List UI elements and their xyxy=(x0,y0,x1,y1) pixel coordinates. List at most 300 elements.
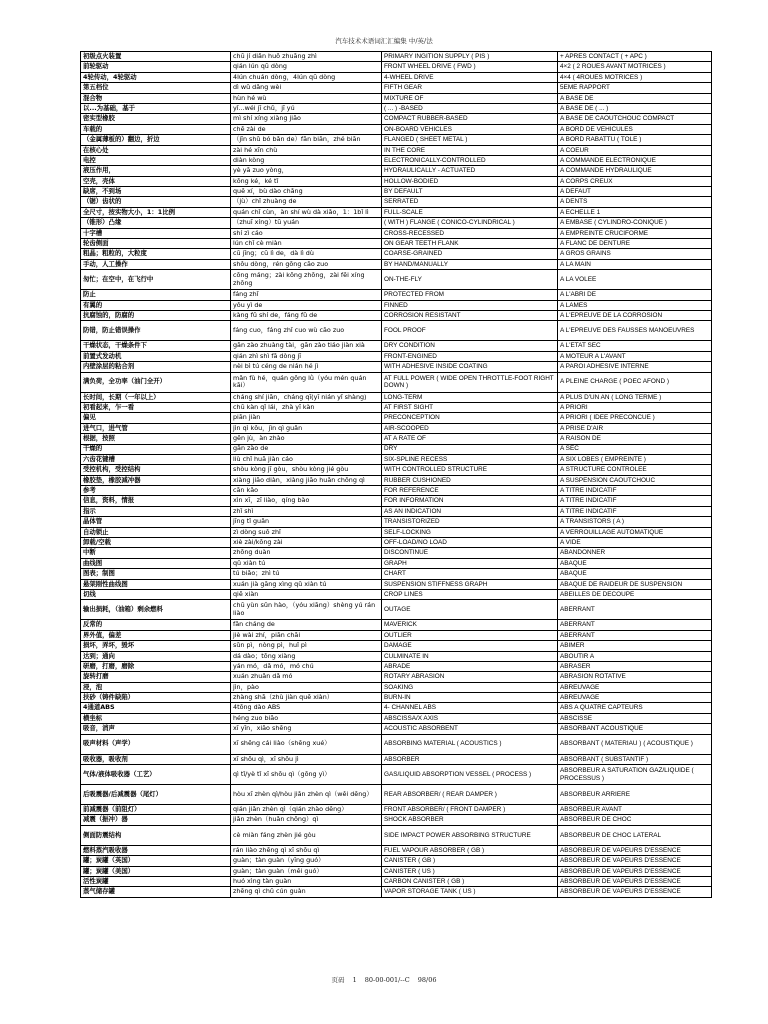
table-row xyxy=(81,207,712,217)
table-row xyxy=(81,434,712,444)
pinyin-cell: mǎn fù hé，quán gōng lǜ（yóu mén quán kāi） xyxy=(231,372,382,392)
french-term-cell: A DEFAUT xyxy=(558,187,712,197)
french-term-cell: ABSORBEUR DE CHOC LATERAL xyxy=(558,825,712,845)
chinese-term-cell: 罐；炭罐（美国） xyxy=(81,866,231,876)
chinese-term-cell: 十字槽 xyxy=(81,228,231,238)
french-term-cell: ABAQUE xyxy=(558,569,712,579)
pinyin-cell: fáng zhǐ xyxy=(231,290,382,300)
english-term-cell: DISCONTINUE xyxy=(382,548,558,558)
pinyin-cell: diàn kòng xyxy=(231,155,382,165)
french-term-cell: ABERRANT xyxy=(558,620,712,630)
english-term-cell: WITH CONTROLLED STRUCTURE xyxy=(382,465,558,475)
english-term-cell: ABSORBER xyxy=(382,754,558,764)
english-term-cell: ON-THE-FLY xyxy=(382,270,558,290)
table-row xyxy=(81,166,712,176)
english-term-cell: CULMINATE IN xyxy=(382,651,558,661)
french-term-cell: + APRES CONTACT ( + APC ) xyxy=(558,52,712,62)
english-term-cell: OUTAGE xyxy=(382,600,558,620)
table-row xyxy=(81,558,712,568)
table-row xyxy=(81,856,712,866)
french-term-cell: A TRANSISTORS ( A ) xyxy=(558,517,712,527)
chinese-term-cell: 手动，人工操作 xyxy=(81,259,231,269)
english-term-cell: REAR ABSORBER/ ( REAR DAMPER ) xyxy=(382,785,558,805)
chinese-term-cell: 前轮驱动 xyxy=(81,62,231,72)
chinese-term-cell: 4轮传动，4轮驱动 xyxy=(81,72,231,82)
english-term-cell: CHART xyxy=(382,569,558,579)
english-term-cell: AT FULL POWER ( WIDE OPEN THROTTLE-FOOT RIGHT DOWN ) xyxy=(382,372,558,392)
english-term-cell: COMPACT RUBBER-BASED xyxy=(382,114,558,124)
table-row xyxy=(81,341,712,351)
table-row xyxy=(81,506,712,516)
chinese-term-cell: 气体/液体吸收器（工艺） xyxy=(81,765,231,785)
french-term-cell: ABSORBEUR AVANT xyxy=(558,805,712,815)
pinyin-cell: xiè zài/kōng zài xyxy=(231,538,382,548)
table-row xyxy=(81,290,712,300)
english-term-cell: PRIMARY INGITION SUPPLY ( PIS ) xyxy=(382,52,558,62)
english-term-cell: FRONT-ENGINED xyxy=(382,351,558,361)
english-term-cell: SIX-SPLINE RECESS xyxy=(382,454,558,464)
french-term-cell: ABSORBANT ( MATERIAU ) ( ACOUSTIQUE ) xyxy=(558,734,712,754)
chinese-term-cell: 车载的 xyxy=(81,124,231,134)
pinyin-cell: zhàng shā（zhù jiàn quē xiàn） xyxy=(231,693,382,703)
chinese-term-cell: 初级点火装置 xyxy=(81,52,231,62)
chinese-term-cell: 偏见 xyxy=(81,413,231,423)
french-term-cell: ABSORBEUR DE VAPEURS D'ESSENCE xyxy=(558,845,712,855)
french-term-cell: A SIX LOBES ( EMPREINTE ) xyxy=(558,454,712,464)
table-row xyxy=(81,475,712,485)
french-term-cell: ABRASION ROTATIVE xyxy=(558,672,712,682)
french-term-cell: ABSORBEUR ARRIERE xyxy=(558,785,712,805)
pinyin-cell: yè yā zuo yòng， xyxy=(231,166,382,176)
chinese-term-cell: 悬架刚性曲线图 xyxy=(81,579,231,589)
table-row xyxy=(81,259,712,269)
french-term-cell: ABERRANT xyxy=(558,630,712,640)
pinyin-cell: xìn xī，zī liào，qíng bào xyxy=(231,496,382,506)
chinese-term-cell: 缺席，不到场 xyxy=(81,187,231,197)
english-term-cell: FLANGED ( SHEET METAL ) xyxy=(382,135,558,145)
french-term-cell: ABIMER xyxy=(558,641,712,651)
glossary-body xyxy=(81,52,712,898)
table-row xyxy=(81,754,712,764)
english-term-cell: AT FIRST SIGHT xyxy=(382,402,558,412)
french-term-cell: A GROS GRAINS xyxy=(558,249,712,259)
table-row xyxy=(81,124,712,134)
pinyin-cell: kōng ké，ké tǐ xyxy=(231,176,382,186)
pinyin-cell: qǔ xiàn tú xyxy=(231,558,382,568)
french-term-cell: A PAROI ADHESIVE INTERNE xyxy=(558,362,712,372)
french-term-cell: A PLEINE CHARGE ( POEC AFOND ) xyxy=(558,372,712,392)
chinese-term-cell: 轮齿侧面 xyxy=(81,239,231,249)
chinese-term-cell: 在核心处 xyxy=(81,145,231,155)
pinyin-cell: gān zào de xyxy=(231,444,382,454)
table-row xyxy=(81,372,712,392)
french-term-cell: ABSORBANT ( SUBSTANTIF ) xyxy=(558,754,712,764)
chinese-term-cell: 前减震器（前阻灯） xyxy=(81,805,231,815)
chinese-term-cell: （锥形）凸缘 xyxy=(81,218,231,228)
pinyin-cell: yǐ...wéi jī chǔ，jī yú xyxy=(231,103,382,113)
pinyin-cell: xiàng jiāo diàn，xiàng jiāo huǎn chōng qì xyxy=(231,475,382,485)
pinyin-cell: fáng cuo，fáng zhǐ cuo wù cāo zuo xyxy=(231,321,382,341)
english-term-cell: FULL-SCALE xyxy=(382,207,558,217)
table-row xyxy=(81,83,712,93)
table-row xyxy=(81,630,712,640)
pinyin-cell: 4lún chuán dòng，4lún qū dòng xyxy=(231,72,382,82)
chinese-term-cell: 初看起来，乍一看 xyxy=(81,402,231,412)
chinese-term-cell: 橡胶垫，橡胶减冲器 xyxy=(81,475,231,485)
english-term-cell: WITH ADHESIVE INSIDE COATING xyxy=(382,362,558,372)
french-term-cell: A CORPS CREUX xyxy=(558,176,712,186)
french-term-cell: A BASE DE xyxy=(558,93,712,103)
english-term-cell: CROP LINES xyxy=(382,589,558,599)
english-term-cell: MIXTURE OF xyxy=(382,93,558,103)
table-row xyxy=(81,93,712,103)
french-term-cell: A SEC xyxy=(558,444,712,454)
chinese-term-cell: 参考 xyxy=(81,486,231,496)
chinese-term-cell: 4通道ABS xyxy=(81,703,231,713)
french-term-cell: A COMMANDE ELECTRONIQUE xyxy=(558,155,712,165)
table-row xyxy=(81,114,712,124)
pinyin-cell: zì dòng suǒ zhǐ xyxy=(231,527,382,537)
pinyin-cell: qì tǐ/yè tǐ xī shōu qì（gōng yì） xyxy=(231,765,382,785)
table-row xyxy=(81,877,712,887)
chinese-term-cell: 横坐标 xyxy=(81,713,231,723)
table-row xyxy=(81,548,712,558)
pinyin-cell: 4tōng dào ABS xyxy=(231,703,382,713)
english-term-cell: SERRATED xyxy=(382,197,558,207)
pinyin-cell: xuán zhuǎn dǎ mó xyxy=(231,672,382,682)
chinese-term-cell: 扶砂（铸件缺陷） xyxy=(81,693,231,703)
pinyin-cell: yǒu yì de xyxy=(231,300,382,310)
french-term-cell: ABERRANT xyxy=(558,600,712,620)
chinese-term-cell: 中断 xyxy=(81,548,231,558)
pinyin-cell: shòu kòng jī gòu，shòu kòng jié gòu xyxy=(231,465,382,475)
pinyin-cell: dì wǔ dǎng wèi xyxy=(231,83,382,93)
english-term-cell: ABSORBING MATERIAL ( ACOUSTICS ) xyxy=(382,734,558,754)
chinese-term-cell: 曲线图 xyxy=(81,558,231,568)
page-footer xyxy=(0,975,768,984)
chinese-term-cell: 晶体管 xyxy=(81,517,231,527)
english-term-cell: IN THE CORE xyxy=(382,145,558,155)
french-term-cell: A ECHELLE 1 xyxy=(558,207,712,217)
table-row xyxy=(81,785,712,805)
table-row xyxy=(81,579,712,589)
table-row xyxy=(81,703,712,713)
english-term-cell: DRY xyxy=(382,444,558,454)
english-term-cell: SUSPENSION STIFFNESS GRAPH xyxy=(382,579,558,589)
chinese-term-cell: 全尺寸，按实物大小，1：1比例 xyxy=(81,207,231,217)
french-term-cell: ABAQUE DE RAIDEUR DE SUSPENSION xyxy=(558,579,712,589)
chinese-term-cell: 旋转打磨 xyxy=(81,672,231,682)
english-term-cell: 4- CHANNEL ABS xyxy=(382,703,558,713)
table-row xyxy=(81,249,712,259)
table-row xyxy=(81,62,712,72)
chinese-term-cell: 干燥的 xyxy=(81,444,231,454)
pinyin-cell: cū jīng；cū lì de，dà lì dù xyxy=(231,249,382,259)
chinese-term-cell: 输出损耗，（油箱）剩余燃料 xyxy=(81,600,231,620)
english-term-cell: DRY CONDITION xyxy=(382,341,558,351)
chinese-term-cell: 根据，按照 xyxy=(81,434,231,444)
pinyin-cell: zhōng duàn xyxy=(231,548,382,558)
table-row xyxy=(81,486,712,496)
chinese-term-cell: 液压作用， xyxy=(81,166,231,176)
french-term-cell: A VIDE xyxy=(558,538,712,548)
table-row xyxy=(81,187,712,197)
english-term-cell: FOR INFORMATION xyxy=(382,496,558,506)
table-row xyxy=(81,496,712,506)
table-row xyxy=(81,444,712,454)
english-term-cell: CARBON CANISTER ( GB ) xyxy=(382,877,558,887)
table-row xyxy=(81,825,712,845)
table-row xyxy=(81,724,712,734)
english-term-cell: TRANSISTORIZED xyxy=(382,517,558,527)
english-term-cell: CROSS-RECESSED xyxy=(382,228,558,238)
pinyin-cell: jīng tǐ guǎn xyxy=(231,517,382,527)
table-row xyxy=(81,815,712,825)
french-term-cell: A FLANC DE DENTURE xyxy=(558,239,712,249)
pinyin-cell: lún chǐ cè miàn xyxy=(231,239,382,249)
table-row xyxy=(81,569,712,579)
french-term-cell: A EMBASE ( CYLINDRO-CONIQUE ) xyxy=(558,218,712,228)
pinyin-cell: yán mó，dǎ mó，mó chú xyxy=(231,661,382,671)
english-term-cell: ABRADE xyxy=(382,661,558,671)
pinyin-cell: jìn qì kǒu，jìn qì guǎn xyxy=(231,423,382,433)
chinese-term-cell: 图表；制图 xyxy=(81,569,231,579)
french-term-cell: A PLUS D'UN AN ( LONG TERME ) xyxy=(558,392,712,402)
english-term-cell: PRECONCEPTION xyxy=(382,413,558,423)
chinese-term-cell: 匆忙；在空中，在飞行中 xyxy=(81,270,231,290)
pinyin-cell: zhǐ shì xyxy=(231,506,382,516)
french-term-cell: ABEILLES DE DECOUPE xyxy=(558,589,712,599)
french-term-cell: A TITRE INDICATIF xyxy=(558,496,712,506)
pinyin-cell: fǎn cháng de xyxy=(231,620,382,630)
table-row xyxy=(81,845,712,855)
pinyin-cell: qián jiǎn zhèn qì（qián zhào dēng） xyxy=(231,805,382,815)
french-term-cell: A BASE DE ( ... ) xyxy=(558,103,712,113)
table-row xyxy=(81,641,712,651)
table-row xyxy=(81,620,712,630)
french-term-cell: A COEUR xyxy=(558,145,712,155)
french-term-cell: A L'ABRI DE xyxy=(558,290,712,300)
pinyin-cell: quán chǐ cùn，àn shí wù dà xiǎo，1：1bǐ lì xyxy=(231,207,382,217)
chinese-term-cell: 后吸震器/后减震器（尾灯） xyxy=(81,785,231,805)
english-term-cell: FRONT WHEEL DRIVE ( FWD ) xyxy=(382,62,558,72)
chinese-term-cell: 以...为基础，基于 xyxy=(81,103,231,113)
french-term-cell: ABSORBEUR A SATURATION GAZ/LIQUIDE ( PROCESSUS ) xyxy=(558,765,712,785)
pinyin-cell: cè miàn fáng zhèn jié gòu xyxy=(231,825,382,845)
chinese-term-cell: 干燥状态，干燥条件下 xyxy=(81,341,231,351)
chinese-term-cell: 罐；炭罐（英国） xyxy=(81,856,231,866)
chinese-term-cell: 浸，泡 xyxy=(81,682,231,692)
table-row xyxy=(81,661,712,671)
french-term-cell: 5EME RAPPORT xyxy=(558,83,712,93)
chinese-term-cell: （金属薄板的）翻边，折边 xyxy=(81,135,231,145)
table-row xyxy=(81,589,712,599)
pinyin-cell: mì shí xíng xiàng jiāo xyxy=(231,114,382,124)
english-term-cell: RUBBER CUSHIONED xyxy=(382,475,558,485)
english-term-cell: FUEL VAPOUR ABSORBER ( GB ) xyxy=(382,845,558,855)
english-term-cell: FINNED xyxy=(382,300,558,310)
french-term-cell: A PRISE D'AIR xyxy=(558,423,712,433)
chinese-term-cell: 内壁涂层的粘合剂 xyxy=(81,362,231,372)
french-term-cell: ABOUTIR A xyxy=(558,651,712,661)
french-term-cell: ABANDONNER xyxy=(558,548,712,558)
table-row xyxy=(81,538,712,548)
english-term-cell: CANISTER ( US ) xyxy=(382,866,558,876)
french-term-cell: A EMPREINTE CRUCIFORME xyxy=(558,228,712,238)
english-term-cell: BURN-IN xyxy=(382,693,558,703)
french-term-cell: A L'EPREUVE DES FAUSSES MANOEUVRES xyxy=(558,321,712,341)
pinyin-cell: cōng máng；zài kōng zhōng，zài fēi xíng zhōng xyxy=(231,270,382,290)
pinyin-cell: rán liào zhēng qì xī shōu qì xyxy=(231,845,382,855)
pinyin-cell: shǒu dòng，rén gōng cāo zuo xyxy=(231,259,382,269)
chinese-term-cell: 吸音，消声 xyxy=(81,724,231,734)
chinese-term-cell: 密实型橡胶 xyxy=(81,114,231,124)
pinyin-cell: （jīn shǔ bó bǎn de）fān biān，zhé biān xyxy=(231,135,382,145)
french-term-cell: A LA MAIN xyxy=(558,259,712,269)
table-row xyxy=(81,135,712,145)
french-term-cell: ABAQUE xyxy=(558,558,712,568)
pinyin-cell: qián lún qū dòng xyxy=(231,62,382,72)
table-row xyxy=(81,517,712,527)
english-term-cell: ( ... ) -BASED xyxy=(382,103,558,113)
chinese-term-cell: 进气口，进气管 xyxy=(81,423,231,433)
english-term-cell: ON GEAR TEETH FLANK xyxy=(382,239,558,249)
english-term-cell: FOR REFERENCE xyxy=(382,486,558,496)
english-term-cell: ACOUSTIC ABSORBENT xyxy=(382,724,558,734)
pinyin-cell: huó xìng tàn guàn xyxy=(231,877,382,887)
english-term-cell: GAS/LIQUID ABSORPTION VESSEL ( PROCESS ) xyxy=(382,765,558,785)
french-term-cell: A RAISON DE xyxy=(558,434,712,444)
english-term-cell: ( WITH ) FLANGE ( CONICO-CYLINDRICAL ) xyxy=(382,218,558,228)
pinyin-cell: quē xí，bù dào chǎng xyxy=(231,187,382,197)
english-term-cell: HYDRAULICALLY - ACTUATED xyxy=(382,166,558,176)
chinese-term-cell: 反常的 xyxy=(81,620,231,630)
table-row xyxy=(81,527,712,537)
page-title: 汽车技术术语词汇汇编集 中/英/法 xyxy=(335,37,433,45)
pinyin-cell: （zhuī xíng）tū yuán xyxy=(231,218,382,228)
table-row xyxy=(81,887,712,897)
table-row xyxy=(81,682,712,692)
pinyin-cell: jiǎn zhèn（huǎn chōng）qì xyxy=(231,815,382,825)
french-term-cell: A STRUCTURE CONTROLEE xyxy=(558,465,712,475)
pinyin-cell: guàn；tàn guàn（yīng guó） xyxy=(231,856,382,866)
pinyin-cell: cān kǎo xyxy=(231,486,382,496)
chinese-term-cell: 切线 xyxy=(81,589,231,599)
table-row xyxy=(81,176,712,186)
table-row xyxy=(81,734,712,754)
french-term-cell: ABSORBANT ACOUSTIQUE xyxy=(558,724,712,734)
chinese-term-cell: 防错，防止错误操作 xyxy=(81,321,231,341)
french-term-cell: A L'ETAT SEC xyxy=(558,341,712,351)
english-term-cell: CORROSION RESISTANT xyxy=(382,310,558,320)
english-term-cell: PROTECTED FROM xyxy=(382,290,558,300)
table-row xyxy=(81,672,712,682)
french-term-cell: ABREUVAGE xyxy=(558,693,712,703)
table-row xyxy=(81,765,712,785)
pinyin-cell: chū kàn qǐ lái，zhà yī kàn xyxy=(231,402,382,412)
glossary-table xyxy=(80,51,712,898)
table-row xyxy=(81,465,712,475)
table-row xyxy=(81,300,712,310)
pinyin-cell: xī shōu qì，xī shōu jì xyxy=(231,754,382,764)
english-term-cell: LONG-TERM xyxy=(382,392,558,402)
pinyin-cell: sǔn pì，nòng pì，huǐ pì xyxy=(231,641,382,651)
french-term-cell: ABSORBEUR DE VAPEURS D'ESSENCE xyxy=(558,866,712,876)
french-term-cell: A TITRE INDICATIF xyxy=(558,506,712,516)
footer-date: 98/06 xyxy=(417,976,437,984)
english-term-cell: AT A RATE OF xyxy=(382,434,558,444)
table-row xyxy=(81,197,712,207)
french-term-cell: A BORD DE VEHICULES xyxy=(558,124,712,134)
pinyin-cell: chū yùn sǔn hào，（yóu xiāng）shèng yú rán liào xyxy=(231,600,382,620)
english-term-cell: 4-WHEEL DRIVE xyxy=(382,72,558,82)
french-term-cell: ABSCISSE xyxy=(558,713,712,723)
english-term-cell: FOOL PROOF xyxy=(382,321,558,341)
chinese-term-cell: 卸载/空载 xyxy=(81,538,231,548)
chinese-term-cell: 第五档位 xyxy=(81,83,231,93)
chinese-term-cell: 研磨，打磨，磨除 xyxy=(81,661,231,671)
table-row xyxy=(81,239,712,249)
chinese-term-cell: （锯）齿状的 xyxy=(81,197,231,207)
chinese-term-cell: 侧面防震结构 xyxy=(81,825,231,845)
table-row xyxy=(81,72,712,82)
pinyin-cell: qiē xiàn xyxy=(231,589,382,599)
english-term-cell: FRONT ABSORBER/ ( FRONT DAMPER ) xyxy=(382,805,558,815)
pinyin-cell: tú biǎo；zhì tú xyxy=(231,569,382,579)
pinyin-cell: qián zhì shì fā dòng jī xyxy=(231,351,382,361)
french-term-cell: ABSORBEUR DE VAPEURS D'ESSENCE xyxy=(558,877,712,887)
pinyin-cell: gān zào zhuàng tài，gān zào tiáo jiàn xià xyxy=(231,341,382,351)
pinyin-cell: kàng fǔ shí de，fáng fǔ de xyxy=(231,310,382,320)
pinyin-cell: guàn；tàn guàn（měi guó） xyxy=(231,866,382,876)
english-term-cell: OUTLIER xyxy=(382,630,558,640)
english-term-cell: MAVERICK xyxy=(382,620,558,630)
table-row xyxy=(81,413,712,423)
pinyin-cell: liù chǐ huā jiàn cáo xyxy=(231,454,382,464)
chinese-term-cell: 指示 xyxy=(81,506,231,516)
pinyin-cell: gēn jù，àn zhào xyxy=(231,434,382,444)
french-term-cell: A DENTS xyxy=(558,197,712,207)
french-term-cell: A PRIORI xyxy=(558,402,712,412)
table-row xyxy=(81,423,712,433)
english-term-cell: BY DEFAULT xyxy=(382,187,558,197)
pinyin-cell: dá dào；tōng xiàng xyxy=(231,651,382,661)
table-row xyxy=(81,392,712,402)
table-row xyxy=(81,805,712,815)
chinese-term-cell: 电控 xyxy=(81,155,231,165)
french-term-cell: ABRASER xyxy=(558,661,712,671)
table-row xyxy=(81,155,712,165)
pinyin-cell: zhēng qì chǔ cún guàn xyxy=(231,887,382,897)
french-term-cell: ABREUVAGE xyxy=(558,682,712,692)
chinese-term-cell: 燃料蒸汽吸收器 xyxy=(81,845,231,855)
pinyin-cell: hùn hé wù xyxy=(231,93,382,103)
french-term-cell: A COMMANDE HYDRAULIQUE xyxy=(558,166,712,176)
chinese-term-cell: 防止 xyxy=(81,290,231,300)
table-row xyxy=(81,228,712,238)
table-row xyxy=(81,270,712,290)
pinyin-cell: hòu xī zhèn qì/hòu jiǎn zhèn qì（wěi dēng） xyxy=(231,785,382,805)
chinese-term-cell: 损坏，弄坏，毁坏 xyxy=(81,641,231,651)
english-term-cell: AS AN INDICATION xyxy=(382,506,558,516)
pinyin-cell: chū jí diǎn huǒ zhuāng zhì xyxy=(231,52,382,62)
french-term-cell: A SUSPENSION CAOUTCHOUC xyxy=(558,475,712,485)
english-term-cell: DAMAGE xyxy=(382,641,558,651)
table-row xyxy=(81,321,712,341)
pinyin-cell: xuán jià gāng xìng qǔ xiàn tú xyxy=(231,579,382,589)
english-term-cell: CANISTER ( GB ) xyxy=(382,856,558,866)
chinese-term-cell: 蒸气储存罐 xyxy=(81,887,231,897)
